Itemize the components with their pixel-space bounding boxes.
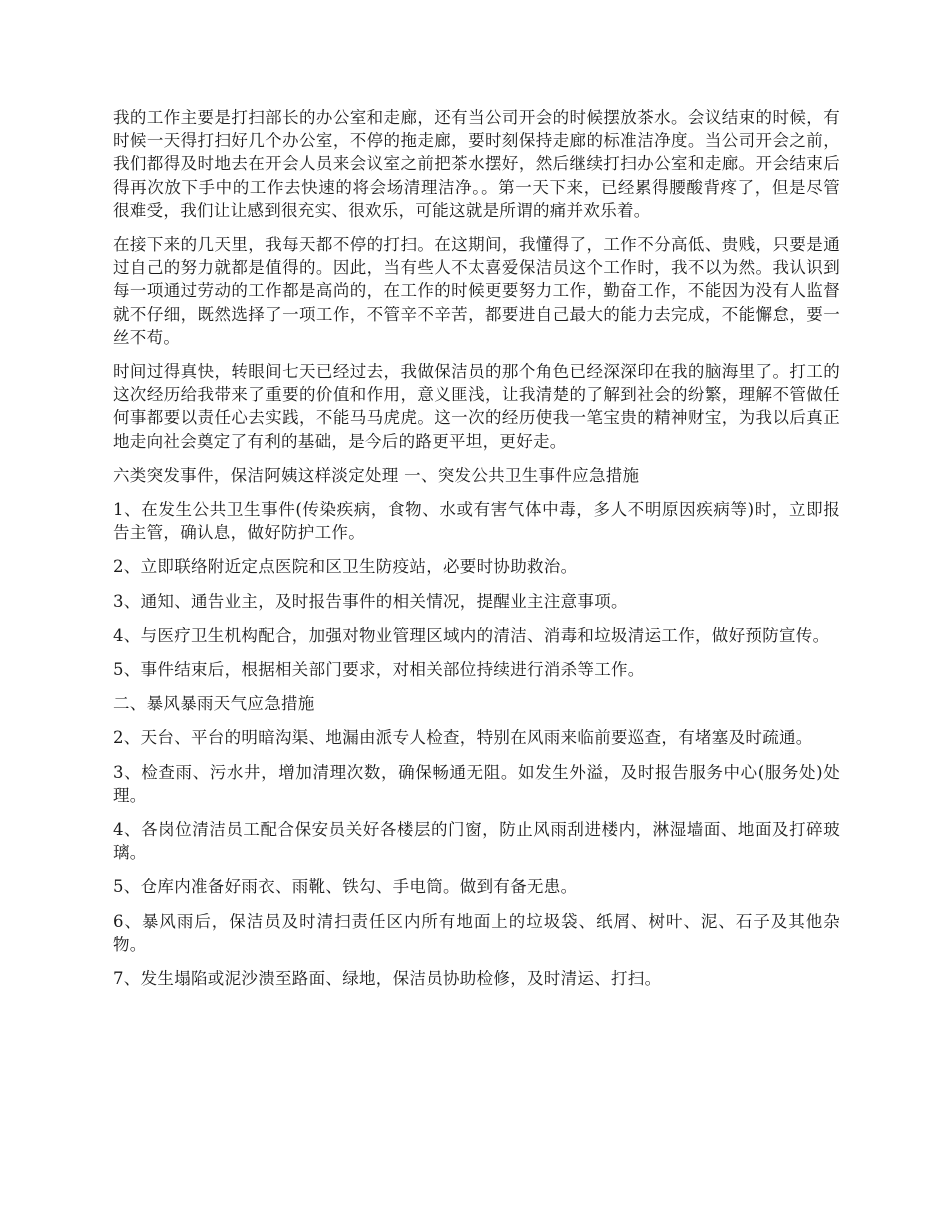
paragraph: 我的工作主要是打扫部长的办公室和走廊，还有当公司开会的时候摆放茶水。会议结束的时候，有时候一天得打扫好几个办公室，不停的拖走廊，要时刻保持走廊的标准洁净度。当公司开会之前，我们都得及时地去在开会人员来会议室之前把茶水摆好，然后继续打扫办公室和走廊。开会结束后得再次放下手中的工作去快速的将会场清理洁净。。第一天下来，已经累得腰酸背疼了，但是尽管很难受，我们让让感到很充实、很欢乐，可能这就是所谓的痛并欢乐着。 xyxy=(113,108,840,220)
list-item: 2、天台、平台的明暗沟渠、地漏由派专人检查，特别在风雨来临前要巡查，有堵塞及时疏通。 xyxy=(113,728,813,748)
list-item: 4、与医疗卫生机构配合，加强对物业管理区域内的清洁、消毒和垃圾清运工作，做好预防宣传。 xyxy=(113,625,830,645)
list-item: 3、通知、通告业主，及时报告事件的相关情况，提醒业主注意事项。 xyxy=(113,591,628,611)
paragraph: 在接下来的几天里，我每天都不停的打扫。在这期间，我懂得了，工作不分高低、贵贱，只要是通过自己的努力就都是值得的。因此，当有些人不太喜爱保洁员这个工作时，我不以为然。我认识到每一项通过劳动的工作都是高尚的，在工作的时候更要努力工作，勤奋工作，不能因为没有人监督就不仔细，既然选择了一项工作，不管辛不辛苦，都要进自己最大的能力去完成，不能懈怠，要一丝不苟。 xyxy=(113,235,840,347)
list-item: 7、发生塌陷或泥沙溃至路面、绿地，保洁员协助检修，及时清运、打扫。 xyxy=(113,969,662,989)
section-heading: 二、暴风暴雨天气应急措施 xyxy=(113,694,315,714)
list-item: 1、在发生公共卫生事件(传染疾病，食物、水或有害气体中毒，多人不明原因疾病等)时，立即报告主管，确认息，做好防护工作。 xyxy=(113,500,840,543)
section-heading: 六类突发事件，保洁阿姨这样淡定处理 一、突发公共卫生事件应急措施 xyxy=(113,465,640,485)
list-item: 4、各岗位清洁员工配合保安员关好各楼层的门窗，防止风雨刮进楼内，淋湿墙面、地面及打碎玻璃。 xyxy=(113,820,840,863)
list-item: 5、仓库内准备好雨衣、雨靴、铁勾、手电筒。做到有备无患。 xyxy=(113,877,578,897)
list-item: 3、检查雨、污水井，增加清理次数，确保畅通无阻。如发生外溢，及时报告服务中心(服务处)处理。 xyxy=(113,762,840,805)
document-page xyxy=(113,106,840,1001)
list-item: 5、事件结束后，根据相关部门要求，对相关部位持续进行消杀等工作。 xyxy=(113,660,645,680)
list-item: 6、暴风雨后，保洁员及时清扫责任区内所有地面上的垃圾袋、纸屑、树叶、泥、石子及其他杂物。 xyxy=(113,911,840,954)
list-item: 2、立即联络附近定点医院和区卫生防疫站，必要时协助救治。 xyxy=(113,557,578,577)
paragraph: 时间过得真快，转眼间七天已经过去，我做保洁员的那个角色已经深深印在我的脑海里了。打工的这次经历给我带来了重要的价值和作用，意义匪浅，让我清楚的了解到社会的纷繁，理解不管做任何事都要以责任心去实践，不能马马虎虎。这一次的经历使我一笔宝贵的精神财宝，为我以后真正地走向社会奠定了有利的基础，是今后的路更平坦，更好走。 xyxy=(113,362,840,451)
